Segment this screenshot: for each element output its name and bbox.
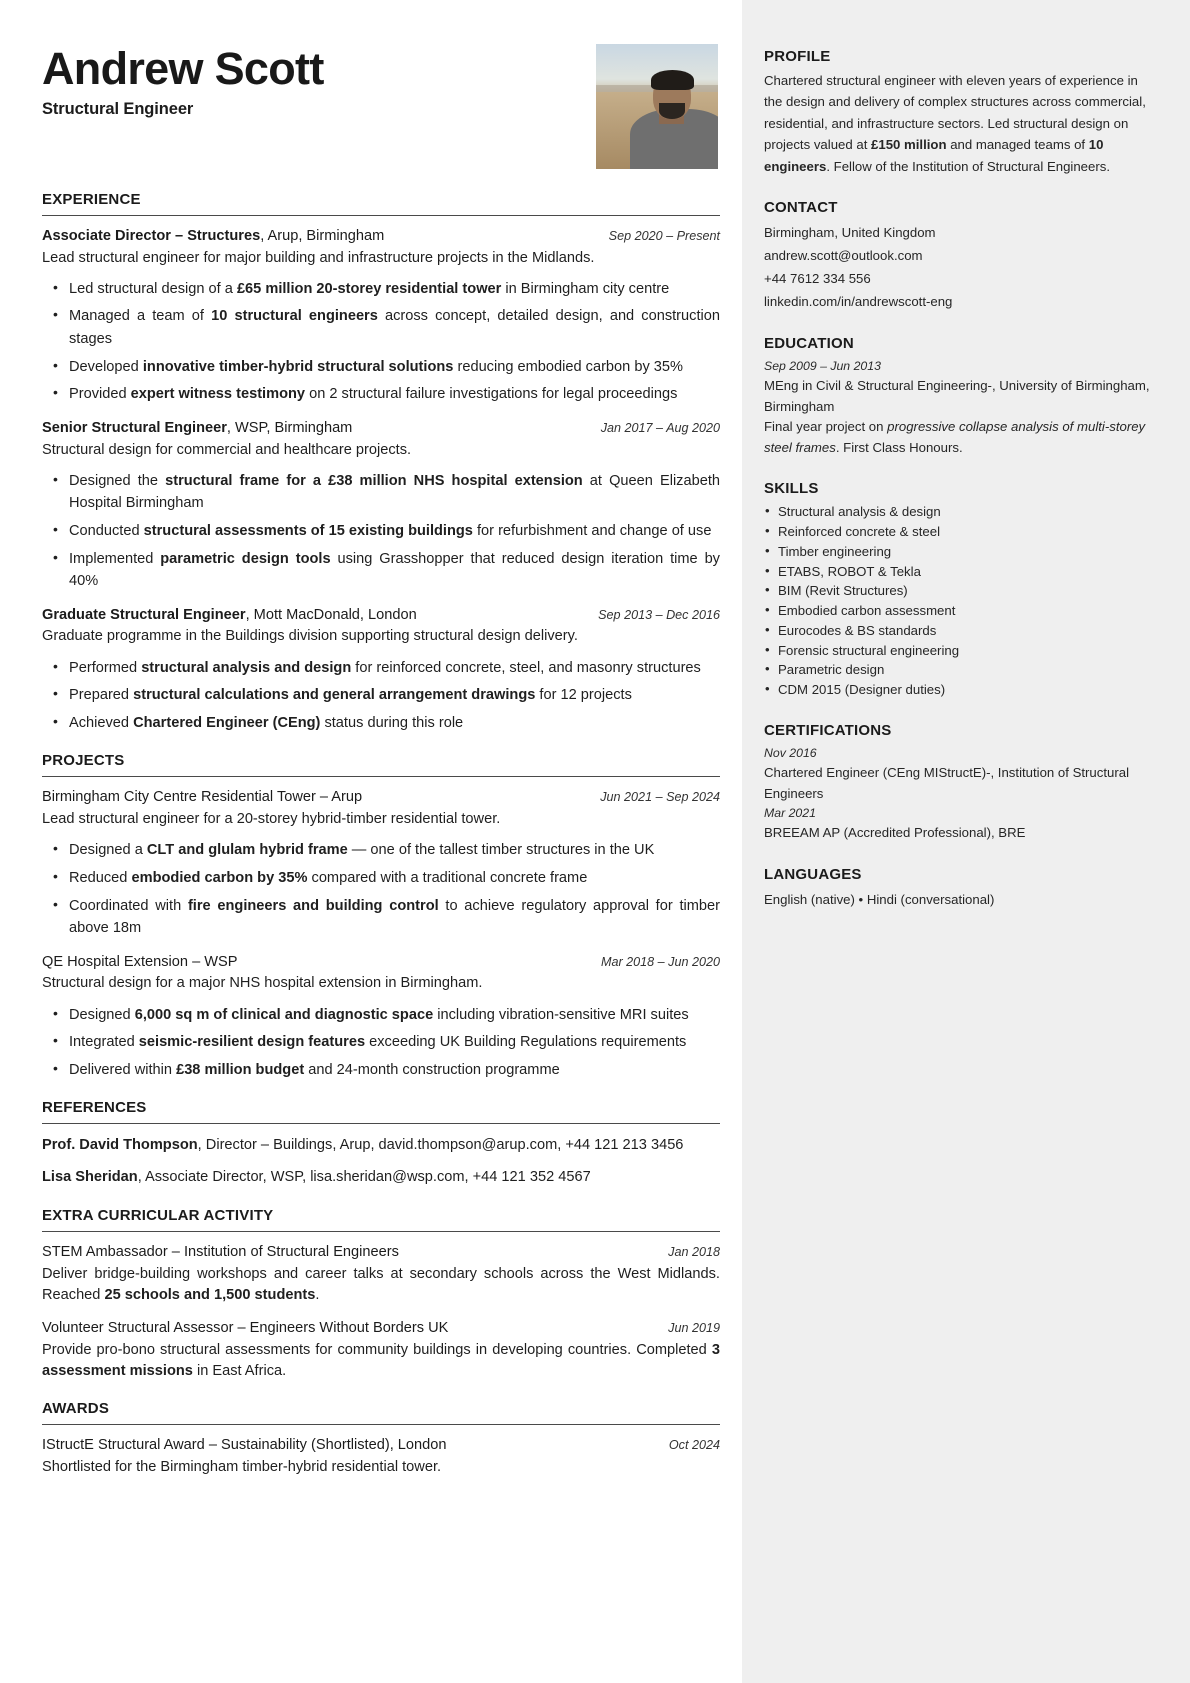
bullet-pre: Coordinated with [69,897,188,914]
entry-company: , WSP, Birmingham [226,419,353,436]
entry-date: Sep 2020 – Present [608,229,720,243]
entry-summary: Graduate programme in the Buildings division supporting structural design delivery. [42,628,578,645]
certification-title: Chartered Engineer (CEng MIStructE)- [764,765,991,781]
bullet-item [42,548,720,593]
bullet-pre: Reduced [69,869,132,886]
bullet-post: exceeding UK Building Regulations requirements [365,1034,687,1051]
entry-title [42,419,352,439]
experience-bullets [42,470,720,593]
entry-title [42,953,237,973]
entry-title [42,1243,399,1263]
section-projects [42,752,720,1081]
bullet-post: reducing embodied carbon by 35% [453,358,684,375]
bullet-item [42,867,720,890]
bullet-highlight: expert witness testimony [130,386,306,403]
bullet-highlight: £65 million 20-storey residential tower [236,280,502,297]
bullet-highlight: 10 structural engineers [211,308,378,325]
sidebar-section-contact [764,199,1156,313]
entry-title [42,1319,448,1339]
education-note-project: progressive collapse analysis of multi-storey steel frames [764,419,1146,455]
bullet-item [42,1004,720,1027]
skill-item: • ETABS, ROBOT & Tekla [764,562,1156,582]
bullet-post: to achieve regulatory approval for timber above 18m [69,897,720,937]
certification-issuer: , Institution of Structural Engineers [764,765,1130,801]
bullet-item [42,712,720,735]
bullet-post: on 2 structural failure investigations for legal proceedings [305,386,678,403]
entry-title [42,606,417,626]
extra-post: in East Africa. [192,1363,287,1380]
contact-email[interactable]: andrew.scott@outlook.com [764,247,923,263]
entry-summary: Structural design for a major NHS hospital extension in Birmingham. [42,975,483,992]
bullet-post: — one of the tallest timber structures in the UK [347,842,655,859]
bullet-post: using Grasshopper that reduced design iteration time by 40% [69,550,720,590]
bullet-pre: Prepared [69,687,134,704]
bullet-highlight: structural assessments of 15 existing buildings [143,522,473,539]
section-title-projects: PROJECTS [42,752,125,770]
candidate-name: Andrew Scott [42,43,324,94]
certification-date: Nov 2016 [764,746,817,761]
skills-list [764,502,1156,700]
entry-date: Mar 2018 – Jun 2020 [600,954,720,969]
bullet-pre: Delivered within [69,1061,177,1078]
entry-header [42,419,720,439]
bullet-pre: Implemented [69,550,161,567]
skill-item: • Parametric design [764,660,1156,680]
education-note-post: . First Class Honours. [835,439,963,455]
bullet-pre: Designed the [69,472,166,489]
bullet-pre: Performed [69,659,142,676]
section-divider [42,1231,720,1232]
certification-name [764,763,1156,804]
entry-role: Associate Director – Structures [42,228,261,244]
bullet-pre: Designed a [69,842,147,859]
bullet-item [42,684,720,707]
entry-date: Jan 2017 – Aug 2020 [600,420,720,435]
bullet-post: for refurbishment and change of use [472,522,712,539]
experience-entry [42,227,720,406]
entry-summary: Structural design for commercial and healthcare projects. [42,441,412,458]
entry-header [42,227,720,247]
bullet-item [42,1059,720,1082]
resume-header [42,36,720,169]
section-extra-curricular [42,1207,720,1382]
sidebar-title-education: EDUCATION [764,335,854,353]
entry-header [42,606,720,626]
bullet-item [42,520,720,543]
education-date: Sep 2009 – Jun 2013 [764,359,881,374]
award-title-text: IStructE Structural Award – Sustainability (Shortlisted), London [42,1437,447,1454]
entry-summary: Shortlisted for the Birmingham timber-hybrid residential tower. [42,1458,442,1475]
experience-list [42,227,720,734]
entry-date: Oct 2024 [668,1438,720,1453]
skill-item: • Structural analysis & design [764,502,1156,522]
entry-header [42,788,720,808]
sidebar-title-skills: SKILLS [764,480,819,498]
contact-phone[interactable]: +44 7612 334 556 [764,271,871,287]
extra-title-text: STEM Ambassador – Institution of Structural Engineers [42,1244,399,1261]
bullet-highlight: structural frame for a £38 million NHS hospital extension [165,472,583,489]
entry-role: Graduate Structural Engineer [42,606,246,623]
name-block [42,36,324,119]
reference-name: Lisa Sheridan [42,1169,138,1186]
bullet-post: across concept, detailed design, and construction stages [69,308,720,348]
extra-title-text: Volunteer Structural Assessor – Engineers Without Borders UK [42,1320,449,1337]
bullet-item [42,383,720,406]
entry-date: Jun 2021 – Sep 2024 [600,790,720,805]
experience-bullets [42,278,720,406]
bullet-pre: Developed [69,358,143,375]
bullet-post: compared with a traditional concrete frame [307,869,588,886]
entry-date: Jan 2018 [668,1245,720,1260]
sidebar-title-contact: CONTACT [764,198,838,216]
bullet-item [42,839,720,862]
bullet-pre: Integrated [69,1034,139,1051]
projects-list [42,788,720,1081]
education-degree [764,376,1156,417]
bullet-pre: Provided [69,386,131,403]
project-entry [42,953,720,1082]
entry-header [42,1319,720,1339]
awards-list [42,1436,720,1478]
sidebar-section-education [764,335,1156,458]
section-title-experience: EXPERIENCE [42,191,141,208]
entry-company: , Mott MacDonald, London [245,606,417,623]
experience-bullets [42,657,720,735]
entry-header [42,953,720,973]
sidebar-section-profile [764,48,1156,177]
bullet-highlight: £38 million budget [176,1061,305,1078]
bullet-pre: Achieved [69,714,134,731]
bullet-highlight: structural analysis and design [141,659,352,676]
bullet-pre: Designed [69,1006,135,1023]
reference-item [42,1167,720,1189]
skill-item: • Reinforced concrete & steel [764,522,1156,542]
section-divider [42,776,720,777]
photo-beard [659,103,685,119]
award-entry [42,1436,720,1478]
section-divider [42,1424,720,1425]
skill-item: • BIM (Revit Structures) [764,581,1156,601]
bullet-item [42,1031,720,1054]
extra-highlight: 3 assessment missions [42,1341,720,1380]
entry-header [42,1436,720,1456]
education-school: , University of Birmingham, Birmingham [764,378,1150,414]
certification-title: BREEAM AP (Accredited Professional), BRE [764,825,1026,841]
bullet-highlight: seismic-resilient design features [138,1034,366,1051]
sidebar-section-languages [764,866,1156,911]
extra-summary [42,1264,720,1306]
entry-summary: Lead structural engineer for a 20-storey hybrid-timber residential tower. [42,811,501,828]
bullet-pre: Led structural design of a [69,280,237,297]
project-bullets [42,1004,720,1082]
languages-value: English (native) • Hindi (conversational) [764,891,995,907]
section-divider [42,215,720,216]
bullet-item [42,657,720,680]
profile-value-team: 10 engineers [764,137,1104,174]
skill-item: • Forensic structural engineering [764,641,1156,661]
project-bullets [42,839,720,939]
bullet-post: and 24-month construction programme [304,1061,560,1078]
bullet-pre: Managed a team of [69,308,212,325]
entry-company: , Arup, Birmingham [260,228,385,244]
sidebar-section-certifications [764,722,1156,843]
bullet-post: for reinforced concrete, steel, and masonry structures [351,659,701,676]
entry-title [42,1436,447,1456]
profile-text [764,70,1156,177]
profile-value-amount: £150 million [871,137,947,153]
skill-item: • CDM 2015 (Designer duties) [764,680,1156,700]
skill-item: • Embodied carbon assessment [764,601,1156,621]
bullet-item [42,305,720,350]
extra-curricular-entry [42,1319,720,1382]
extra-summary [42,1340,720,1382]
photo-hair [651,70,694,90]
bullet-highlight: Chartered Engineer (CEng) [133,714,321,731]
entry-title [42,227,384,247]
entry-title [42,788,362,808]
candidate-role: Structural Engineer [42,100,194,118]
section-title-references: REFERENCES [42,1099,147,1117]
certification-date: Mar 2021 [764,806,816,821]
section-divider [42,1123,720,1124]
extra-post: . [315,1287,320,1304]
entry-date: Sep 2013 – Dec 2016 [598,607,720,622]
reference-name: Prof. David Thompson [42,1137,198,1154]
entry-project-title: Birmingham City Centre Residential Tower – Arup [42,789,363,806]
contact-location: Birmingham, United Kingdom [764,224,936,240]
bullet-post: for 12 projects [535,687,632,704]
education-degree-name: MEng in Civil & Structural Engineering- [764,378,992,394]
profile-text-part2: and managed teams of [946,137,1089,153]
entry-date: Jun 2019 [668,1321,720,1336]
entry-summary: Lead structural engineer for major building and infrastructure projects in the Midlands. [42,249,595,266]
bullet-item [42,895,720,940]
extra-pre: Deliver bridge-building workshops and career talks at secondary schools across the West Midlands. Reached [42,1265,720,1304]
sidebar-title-certifications: CERTIFICATIONS [764,722,892,740]
entry-header [42,1243,720,1263]
sidebar-section-skills [764,480,1156,700]
bullet-highlight: CLT and glulam hybrid frame [146,842,348,859]
experience-entry [42,419,720,593]
bullet-highlight: parametric design tools [160,550,331,567]
certifications-list [764,744,1156,843]
extra-highlight: 25 schools and 1,500 students [104,1287,316,1304]
entry-project-title: QE Hospital Extension – WSP [42,953,238,970]
extra-pre: Provide pro-bono structural assessments for community buildings in developing countries. Completed [42,1341,712,1358]
certification-name [764,823,1156,843]
skill-item: • Timber engineering [764,542,1156,562]
bullet-highlight: fire engineers and building control [187,897,439,914]
profile-text-part3: . Fellow of the Institution of Structural Engineers. [826,158,1110,174]
section-references [42,1099,720,1189]
bullet-item [42,470,720,515]
sidebar-title-languages: LANGUAGES [764,865,862,883]
education-note-pre: Final year project on [764,419,888,435]
entry-role: Senior Structural Engineer [42,419,227,436]
bullet-item [42,356,720,379]
bullet-post: in Birmingham city centre [501,280,670,297]
sidebar-title-profile: PROFILE [764,48,831,65]
bullet-item [42,278,720,301]
extra-curricular-list [42,1243,720,1382]
contact-linkedin[interactable]: linkedin.com/in/andrewscott-eng [764,294,953,310]
experience-entry [42,606,720,735]
reference-detail: , Director – Buildings, Arup, david.thompson@arup.com, +44 121 213 3456 [197,1137,684,1154]
bullet-highlight: innovative timber-hybrid structural solutions [142,358,454,375]
education-note [764,417,1156,458]
bullet-highlight: 6,000 sq m of clinical and diagnostic space [134,1006,434,1023]
profile-text-part1: Chartered structural engineer with eleven years of experience in the design and delivery of complex structures across commercial, residential, and infrastructure sectors. Led structural design on projects valued at [764,73,1146,153]
sidebar [742,0,1190,1683]
references-list [42,1135,720,1189]
section-title-awards: AWARDS [42,1400,110,1418]
section-title-extra-curricular: EXTRA CURRICULAR ACTIVITY [42,1207,274,1225]
reference-detail: , Associate Director, WSP, lisa.sheridan@wsp.com, +44 121 352 4567 [137,1169,591,1186]
section-experience [42,191,720,734]
bullet-post: including vibration-sensitive MRI suites [433,1006,689,1023]
bullet-post: status during this role [320,714,464,731]
section-awards [42,1400,720,1478]
bullet-highlight: structural calculations and general arrangement drawings [133,687,536,704]
bullet-post: at Queen Elizabeth Hospital Birmingham [69,472,721,512]
bullet-highlight: embodied carbon by 35% [131,869,308,886]
reference-item [42,1135,720,1157]
project-entry [42,788,720,939]
profile-photo [596,44,718,169]
skill-item: • Eurocodes & BS standards [764,621,1156,641]
extra-curricular-entry [42,1243,720,1306]
bullet-pre: Conducted [69,522,144,539]
